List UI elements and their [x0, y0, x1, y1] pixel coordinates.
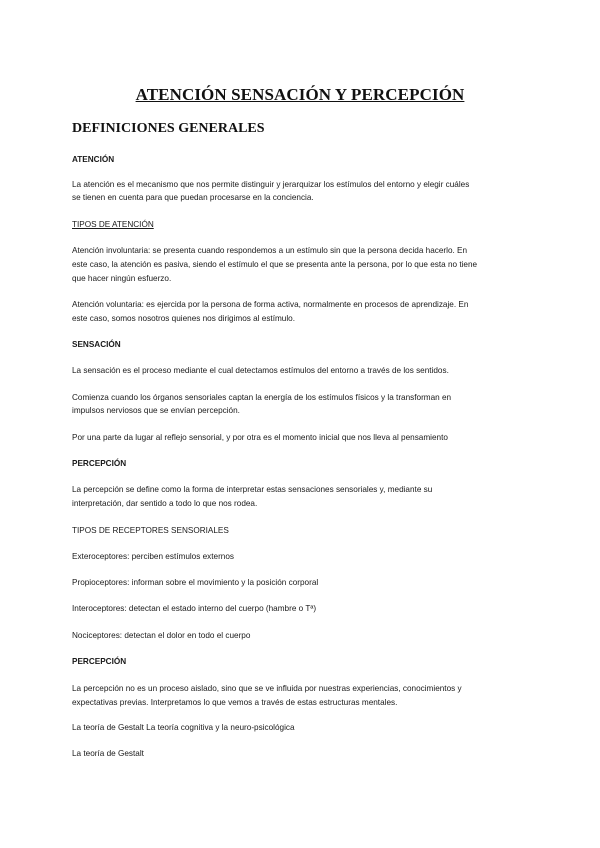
- comienza-line2: impulsos nerviosos que se envían percepción.: [72, 406, 240, 415]
- receptor-item: Nociceptores: detectan el dolor en todo el cuerpo: [72, 631, 251, 640]
- involuntaria-line2: este caso, la atención es pasiva, siendo el estímulo el que se presenta ante la persona, por lo que esta no tiene: [72, 260, 478, 269]
- teorias-line: La teoría de Gestalt La teoría cognitiva y la neuro-psicológica: [72, 723, 295, 732]
- atencion-heading: ATENCIÓN: [72, 155, 115, 164]
- receptor-item: Propioceptores: informan sobre el movimiento y la posición corporal: [72, 578, 319, 587]
- document-title: ATENCIÓN SENSACIÓN Y PERCEPCIÓN: [135, 85, 465, 104]
- receptores-heading: TIPOS DE RECEPTORES SENSORIALES: [72, 526, 229, 535]
- percepcion2-def-line1: La percepción no es un proceso aislado, sino que se ve influida por nuestras experiencias, conocimientos y: [72, 684, 462, 693]
- percepcion-heading-2: PERCEPCIÓN: [72, 657, 127, 666]
- percepcion-def-line2: interpretación, dar sentido a todo lo que nos rodea.: [72, 499, 258, 508]
- por-una-parte: Por una parte da lugar al reflejo sensorial, y por otra es el momento inicial que nos lleva al pensamiento: [72, 433, 448, 442]
- section-heading: DEFINICIONES GENERALES: [72, 121, 265, 136]
- comienza-line1: Comienza cuando los órganos sensoriales captan la energía de los estímulos físicos y la transforman en: [72, 393, 452, 402]
- percepcion-def-line1: La percepción se define como la forma de interpretar estas sensaciones sensoriales y, mediante su: [72, 485, 433, 494]
- gestalt-line: La teoría de Gestalt: [72, 749, 144, 758]
- sensacion-def: La sensación es el proceso mediante el cual detectamos estímulos del entorno a través de los sentidos.: [72, 366, 449, 375]
- voluntaria-line2: este caso, somos nosotros quienes nos dirigimos al estímulo.: [72, 314, 295, 323]
- involuntaria-line1: Atención involuntaria: se presenta cuando respondemos a un estímulo sin que la persona decida hacerlo. En: [72, 246, 468, 255]
- voluntaria-line1: Atención voluntaria: es ejercida por la persona de forma activa, normalmente en procesos de aprendizaje. En: [72, 300, 469, 309]
- tipos-atencion-heading: TIPOS DE ATENCIÓN: [72, 220, 154, 229]
- receptor-item: Interoceptores: detectan el estado interno del cuerpo (hambre o Tª): [72, 604, 317, 613]
- atencion-def-line1: La atención es el mecanismo que nos permite distinguir y jerarquizar los estímulos del entorno y elegir cuáles: [72, 180, 470, 189]
- atencion-def-line2: se tienen en cuenta para que puedan procesarse en la conciencia.: [72, 193, 314, 202]
- involuntaria-line3: que hacer ningún esfuerzo.: [72, 274, 172, 283]
- receptor-item: Exteroceptores: perciben estímulos externos: [72, 552, 235, 561]
- percepcion-heading: PERCEPCIÓN: [72, 459, 127, 468]
- sensacion-heading: SENSACIÓN: [72, 340, 121, 349]
- percepcion2-def-line2: expectativas previas. Interpretamos lo que vemos a través de estas estructuras mentales.: [72, 698, 398, 707]
